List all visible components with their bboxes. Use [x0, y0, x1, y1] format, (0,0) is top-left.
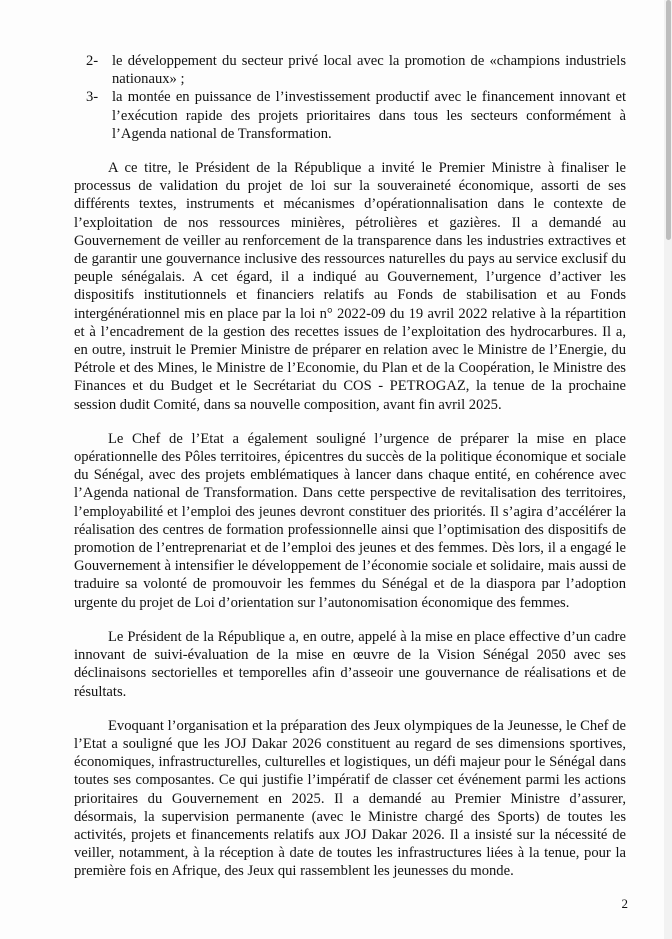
list-item [74, 88, 626, 143]
list-marker: 3- [86, 89, 99, 106]
document-body [74, 52, 626, 881]
numbered-list [74, 52, 626, 143]
page-number: 2 [621, 896, 628, 911]
list-marker: 2- [86, 53, 99, 69]
paragraph-joj-dakar: Evoquant l’organisation et la préparation des Jeux olympiques de la Jeunesse, le Chef de l’Etat a souligné que les JOJ Dakar 2026 constituent au regard de ses dimensions sportives, économiques, infrastructurelles, culturelles et logistiques, un défi majeur pour le Sénégal dans toutes ses composantes. Ce qui justifie l’impératif de classer cet événement parmi les actions prioritaires du Gouvernement en 2025. Il a demandé au Premier Ministre d’assurer, désormais, la supervision permanente (avec le Ministre chargé des Sports) de toutes les activités, projets et financements relatifs aux JOJ Dakar 2026. Il a insisté sur la nécessité de veiller, notamment, à la réception à date de toutes les infrastructures liées à la tenue, pour la première fois en Afrique, des Jeux qui rassemblent les jeunesses du monde. [74, 717, 626, 880]
paragraph-poles-territoires: Le Chef de l’Etat a également souligné l’urgence de préparer la mise en place opérationnelle des Pôles territoires, épicentres du succès de la politique économique et sociale du Sénégal, avec des projets emblématiques à lancer dans chaque entité, en cohérence avec l’Agenda national de Transformation. Dans cette perspective de revitalisation des territoires, l’employabilité et l’emploi des jeunes devront constituer des priorités. Il s’agira d’accélérer la réalisation des centres de formation professionnelle ainsi que l’optimisation des dispositifs de promotion de l’entreprenariat et de l’emploi des jeunes et des femmes. Dès lors, il a engagé le Gouvernement à intensifier le développement de l’économie sociale et solidaire, mais aussi de traduire sa volonté de promouvoir les femmes du Sénégal et de la diaspora par l’adoption urgente du projet de Loi d’orientation sur l’autonomisation économique des femmes. [74, 430, 626, 611]
scrollbar-thumb[interactable] [666, 0, 671, 240]
list-item-text: la montée en puissance de l’investissement productif avec le financement innovant et l’exécution rapide des projets prioritaires dans tous les secteurs conformément à l’Agenda national de Transformation. [112, 89, 626, 142]
paragraph-vision-2050: Le Président de la République a, en outre, appelé à la mise en place effective d’un cadre innovant de suivi-évaluation de la mise en œuvre de la Vision Sénégal 2050 avec ses déclinaisons sectorielles et temporelles afin d’asseoir une gouvernance de réalisations et de résultats. [74, 628, 626, 700]
list-item [74, 52, 626, 88]
scrollbar-track[interactable] [664, 0, 672, 939]
list-item-text: le développement du secteur privé local avec la promotion de «champions industriels nationaux» ; [112, 53, 626, 88]
paragraph-souverainete: A ce titre, le Président de la République a invité le Premier Ministre à finaliser le processus de validation du projet de loi sur la souveraineté économique, assorti de ses différents textes, instruments et mécanismes d’opérationnalisation dans le contexte de l’exploitation de nos ressources minières, pétrolières et gazières. Il a demandé au Gouvernement de veiller au renforcement de la transparence dans les industries extractives et de garantir une gouvernance inclusive des ressources naturelles du pays au service exclusif du peuple sénégalais. A cet égard, il a indiqué au Gouvernement, l’urgence d’activer les dispositifs institutionnels et financiers relatifs au Fonds de stabilisation et au Fonds intergénérationnel mis en place par la loi n° 2022-09 du 19 avril 2022 relative à la répartition et à l’encadrement de la gestion des recettes issues de l’exploitation des hydrocarbures. Il a, en outre, instruit le Premier Ministre de préparer en relation avec le Ministre de l’Energie, du Pétrole et des Mines, le Ministre de l’Economie, du Plan et de la Coopération, le Ministre des Finances et du Budget et le Secrétariat du COS - PETROGAZ, la tenue de la prochaine session dudit Comité, dans sa nouvelle composition, avant fin avril 2025. [74, 160, 626, 413]
